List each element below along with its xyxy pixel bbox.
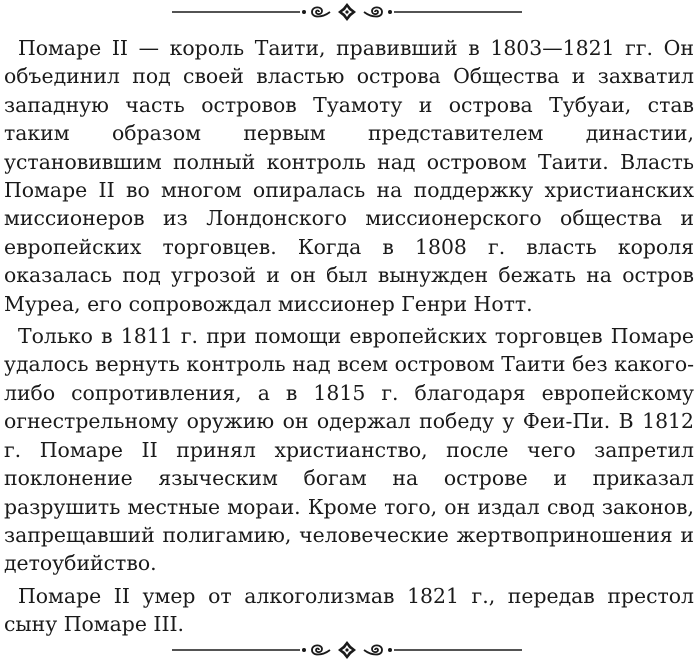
paragraph-1: Помаре II — король Таити, правивший в 1803—1821 гг. Он объединил под своей властью острова Общества и захватил западную часть островов Туамоту и острова Тубуаи, став таким образом первым представителем династии, установившим полный контроль над островом Таити. Власть Помаре II во многом опиралась на поддержку христианских миссионеров из Лондонского миссионерского общества и европейских торговцев. Когда в 1808 г. власть короля оказалась под угрозой и он был вынужден бежать на остров Муреа, его сопровождал миссионер Генри Нотт. <box>4 36 694 316</box>
paragraph-3: Помаре II умер от алкоголизмав 1821 г., передав престол сыну Помаре III. <box>4 583 694 637</box>
fleuron-divider-icon <box>0 0 696 24</box>
fleuron-divider-icon <box>0 638 696 662</box>
article-body <box>4 34 694 643</box>
bottom-fleuron-divider <box>0 638 696 662</box>
paragraph-2: Только в 1811 г. при помощи европейских торговцев Помаре удалось вернуть контроль над всем островом Таити без какого-либо сопротивления, а в 1815 г. благодаря европейскому огнестрельному оружию он одержал победу у Феи-Пи. В 1812 г. Помаре II принял христианство, после чего запретил поклонение языческим богам на острове и приказал разрушить местные мораи. Кроме того, он издал свод законов, запрещавший полигамию, человеческие жертвоприношения и детоубийство. <box>4 324 694 576</box>
top-fleuron-divider <box>0 0 696 24</box>
